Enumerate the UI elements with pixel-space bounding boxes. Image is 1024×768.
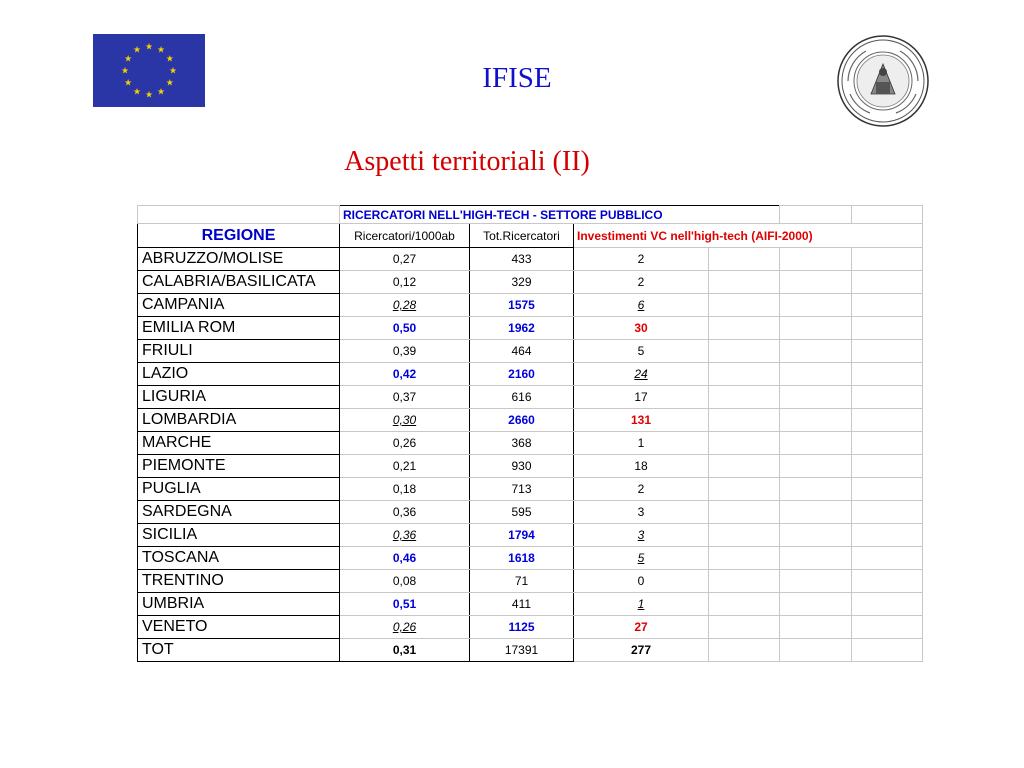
ricercatori-cell: 0,42 xyxy=(340,363,470,386)
table-column-header-row xyxy=(138,224,923,248)
table-empty-cell xyxy=(852,478,923,501)
region-cell: UMBRIA xyxy=(138,593,340,616)
table-empty-cell xyxy=(780,524,852,547)
tot-ricercatori-cell: 17391 xyxy=(470,639,574,662)
vc-investment-cell: 131 xyxy=(574,409,709,432)
ricercatori-cell: 0,36 xyxy=(340,501,470,524)
eu-star-icon: ★ xyxy=(144,89,154,100)
region-cell: TRENTINO xyxy=(138,570,340,593)
eu-star-icon: ★ xyxy=(124,77,133,88)
region-cell: SARDEGNA xyxy=(138,501,340,524)
tot-ricercatori-cell: 1575 xyxy=(470,294,574,317)
ricercatori-cell: 0,46 xyxy=(340,547,470,570)
vc-investment-cell: 5 xyxy=(574,340,709,363)
table-row xyxy=(138,340,923,363)
tot-ricercatori-cell: 71 xyxy=(470,570,574,593)
table-row xyxy=(138,294,923,317)
table-empty-cell xyxy=(852,386,923,409)
region-cell: LAZIO xyxy=(138,363,340,386)
tot-ricercatori-cell: 1125 xyxy=(470,616,574,639)
ricercatori-cell: 0,21 xyxy=(340,455,470,478)
table-empty-cell xyxy=(852,547,923,570)
table-empty-cell xyxy=(709,363,780,386)
table-empty-cell xyxy=(780,206,852,224)
table-empty-cell xyxy=(709,432,780,455)
table-empty-cell xyxy=(780,478,852,501)
table-empty-cell xyxy=(852,524,923,547)
table-empty-cell xyxy=(852,409,923,432)
table-empty-cell xyxy=(780,501,852,524)
tot-column-header: Tot.Ricercatori xyxy=(470,224,574,248)
vc-investment-cell: 5 xyxy=(574,547,709,570)
ricercatori-cell: 0,26 xyxy=(340,616,470,639)
table-empty-cell xyxy=(780,547,852,570)
table-empty-cell xyxy=(780,409,852,432)
ricercatori-cell: 0,30 xyxy=(340,409,470,432)
tot-ricercatori-cell: 329 xyxy=(470,271,574,294)
region-cell: TOT xyxy=(138,639,340,662)
slide-subtitle: Aspetti territoriali (II) xyxy=(344,146,590,177)
tot-ricercatori-cell: 2660 xyxy=(470,409,574,432)
tot-ricercatori-cell: 433 xyxy=(470,248,574,271)
table-empty-cell xyxy=(709,478,780,501)
ricercatori-cell: 0,12 xyxy=(340,271,470,294)
ricercatori-cell: 0,50 xyxy=(340,317,470,340)
tot-ricercatori-cell: 2160 xyxy=(470,363,574,386)
vc-investment-cell: 2 xyxy=(574,248,709,271)
table-empty-cell xyxy=(709,248,780,271)
tot-ricercatori-cell: 595 xyxy=(470,501,574,524)
table-empty-cell xyxy=(852,206,923,224)
table-row xyxy=(138,616,923,639)
eu-star-icon: ★ xyxy=(132,44,142,55)
vc-investment-cell: 30 xyxy=(574,317,709,340)
table-empty-cell xyxy=(780,386,852,409)
ricercatori-cell: 0,08 xyxy=(340,570,470,593)
table-empty-cell xyxy=(852,501,923,524)
table-empty-cell xyxy=(709,455,780,478)
table-empty-cell xyxy=(780,271,852,294)
table-row xyxy=(138,363,923,386)
table-empty-cell xyxy=(709,386,780,409)
eu-star-icon: ★ xyxy=(132,86,142,97)
region-cell: LIGURIA xyxy=(138,386,340,409)
table-empty-cell xyxy=(852,271,923,294)
page-title: IFISE xyxy=(482,62,552,94)
eu-star-icon: ★ xyxy=(165,77,174,88)
table-group-header-row xyxy=(138,206,923,224)
table-empty-cell xyxy=(709,409,780,432)
table-row xyxy=(138,547,923,570)
table-row xyxy=(138,432,923,455)
vc-investment-cell: 17 xyxy=(574,386,709,409)
tot-ricercatori-cell: 368 xyxy=(470,432,574,455)
table-empty-cell xyxy=(780,593,852,616)
table-empty-cell xyxy=(780,616,852,639)
table-row xyxy=(138,478,923,501)
table-row xyxy=(138,386,923,409)
table-empty-cell xyxy=(780,317,852,340)
tot-ricercatori-cell: 1794 xyxy=(470,524,574,547)
table-empty-cell xyxy=(709,570,780,593)
table-empty-cell xyxy=(780,294,852,317)
table-empty-cell xyxy=(709,524,780,547)
vc-investment-cell: 3 xyxy=(574,501,709,524)
vc-investment-cell: 24 xyxy=(574,363,709,386)
table-row xyxy=(138,501,923,524)
table-empty-cell xyxy=(780,570,852,593)
region-column-header: REGIONE xyxy=(138,224,340,248)
eu-star-icon: ★ xyxy=(168,65,178,76)
vc-investment-cell: 2 xyxy=(574,271,709,294)
vc-column-header: Investimenti VC nell'high-tech (AIFI-2000) xyxy=(574,224,923,248)
eu-star-icon: ★ xyxy=(120,65,130,76)
table-empty-cell xyxy=(709,317,780,340)
regional-data-table xyxy=(137,205,923,662)
table-row xyxy=(138,524,923,547)
table-empty-cell xyxy=(780,248,852,271)
region-cell: LOMBARDIA xyxy=(138,409,340,432)
table-empty-cell xyxy=(780,363,852,386)
region-cell: SICILIA xyxy=(138,524,340,547)
region-cell: FRIULI xyxy=(138,340,340,363)
table-empty-cell xyxy=(709,547,780,570)
table-empty-cell xyxy=(852,363,923,386)
table-empty-cell xyxy=(709,501,780,524)
region-cell: TOSCANA xyxy=(138,547,340,570)
table-empty-cell xyxy=(709,639,780,662)
table-empty-cell xyxy=(852,570,923,593)
table-empty-cell xyxy=(852,432,923,455)
region-cell: PUGLIA xyxy=(138,478,340,501)
vc-investment-cell: 3 xyxy=(574,524,709,547)
vc-investment-cell: 2 xyxy=(574,478,709,501)
table-empty-cell xyxy=(852,294,923,317)
eu-star-icon: ★ xyxy=(156,86,166,97)
table-empty-cell xyxy=(852,593,923,616)
tot-ricercatori-cell: 1962 xyxy=(470,317,574,340)
table-empty-cell xyxy=(709,294,780,317)
table-empty-cell xyxy=(852,248,923,271)
table-empty-cell xyxy=(780,455,852,478)
tot-ricercatori-cell: 616 xyxy=(470,386,574,409)
tot-ricercatori-cell: 930 xyxy=(470,455,574,478)
table-empty-cell xyxy=(138,206,340,224)
vc-investment-cell: 277 xyxy=(574,639,709,662)
region-cell: MARCHE xyxy=(138,432,340,455)
vc-investment-cell: 18 xyxy=(574,455,709,478)
region-cell: CAMPANIA xyxy=(138,294,340,317)
ricercatori-cell: 0,39 xyxy=(340,340,470,363)
region-cell: EMILIA ROM xyxy=(138,317,340,340)
table-empty-cell xyxy=(852,639,923,662)
table-empty-cell xyxy=(852,340,923,363)
vc-investment-cell: 27 xyxy=(574,616,709,639)
vc-investment-cell: 6 xyxy=(574,294,709,317)
tot-ricercatori-cell: 1618 xyxy=(470,547,574,570)
group-header: RICERCATORI NELL'HIGH-TECH - SETTORE PUBBLICO xyxy=(340,206,780,224)
table-empty-cell xyxy=(852,455,923,478)
table-row xyxy=(138,317,923,340)
eu-star-icon: ★ xyxy=(165,53,174,64)
table-row xyxy=(138,570,923,593)
ricercatori-cell: 0,28 xyxy=(340,294,470,317)
eu-star-icon: ★ xyxy=(144,41,154,52)
table-row xyxy=(138,271,923,294)
tot-ricercatori-cell: 713 xyxy=(470,478,574,501)
ricercatori-cell: 0,18 xyxy=(340,478,470,501)
vc-investment-cell: 1 xyxy=(574,432,709,455)
ricercatori-cell: 0,26 xyxy=(340,432,470,455)
ricercatori-cell: 0,36 xyxy=(340,524,470,547)
region-cell: ABRUZZO/MOLISE xyxy=(138,248,340,271)
vc-investment-cell: 0 xyxy=(574,570,709,593)
tot-ricercatori-cell: 411 xyxy=(470,593,574,616)
tot-ricercatori-cell: 464 xyxy=(470,340,574,363)
table-empty-cell xyxy=(709,340,780,363)
table-empty-cell xyxy=(709,271,780,294)
table-row xyxy=(138,455,923,478)
table-empty-cell xyxy=(709,593,780,616)
region-cell: PIEMONTE xyxy=(138,455,340,478)
ricercatori-column-header: Ricercatori/1000ab xyxy=(340,224,470,248)
table-empty-cell xyxy=(852,317,923,340)
ricercatori-cell: 0,51 xyxy=(340,593,470,616)
ricercatori-cell: 0,37 xyxy=(340,386,470,409)
ricercatori-cell: 0,31 xyxy=(340,639,470,662)
table-row xyxy=(138,409,923,432)
table-row xyxy=(138,248,923,271)
region-cell: VENETO xyxy=(138,616,340,639)
table-empty-cell xyxy=(780,340,852,363)
table-empty-cell xyxy=(780,432,852,455)
table-empty-cell xyxy=(852,616,923,639)
eu-star-icon: ★ xyxy=(156,44,166,55)
vc-investment-cell: 1 xyxy=(574,593,709,616)
table-row xyxy=(138,639,923,662)
eu-star-icon: ★ xyxy=(124,53,133,64)
university-seal-logo xyxy=(836,34,930,128)
ricercatori-cell: 0,27 xyxy=(340,248,470,271)
table-row xyxy=(138,593,923,616)
table-empty-cell xyxy=(780,639,852,662)
table-empty-cell xyxy=(709,616,780,639)
region-cell: CALABRIA/BASILICATA xyxy=(138,271,340,294)
